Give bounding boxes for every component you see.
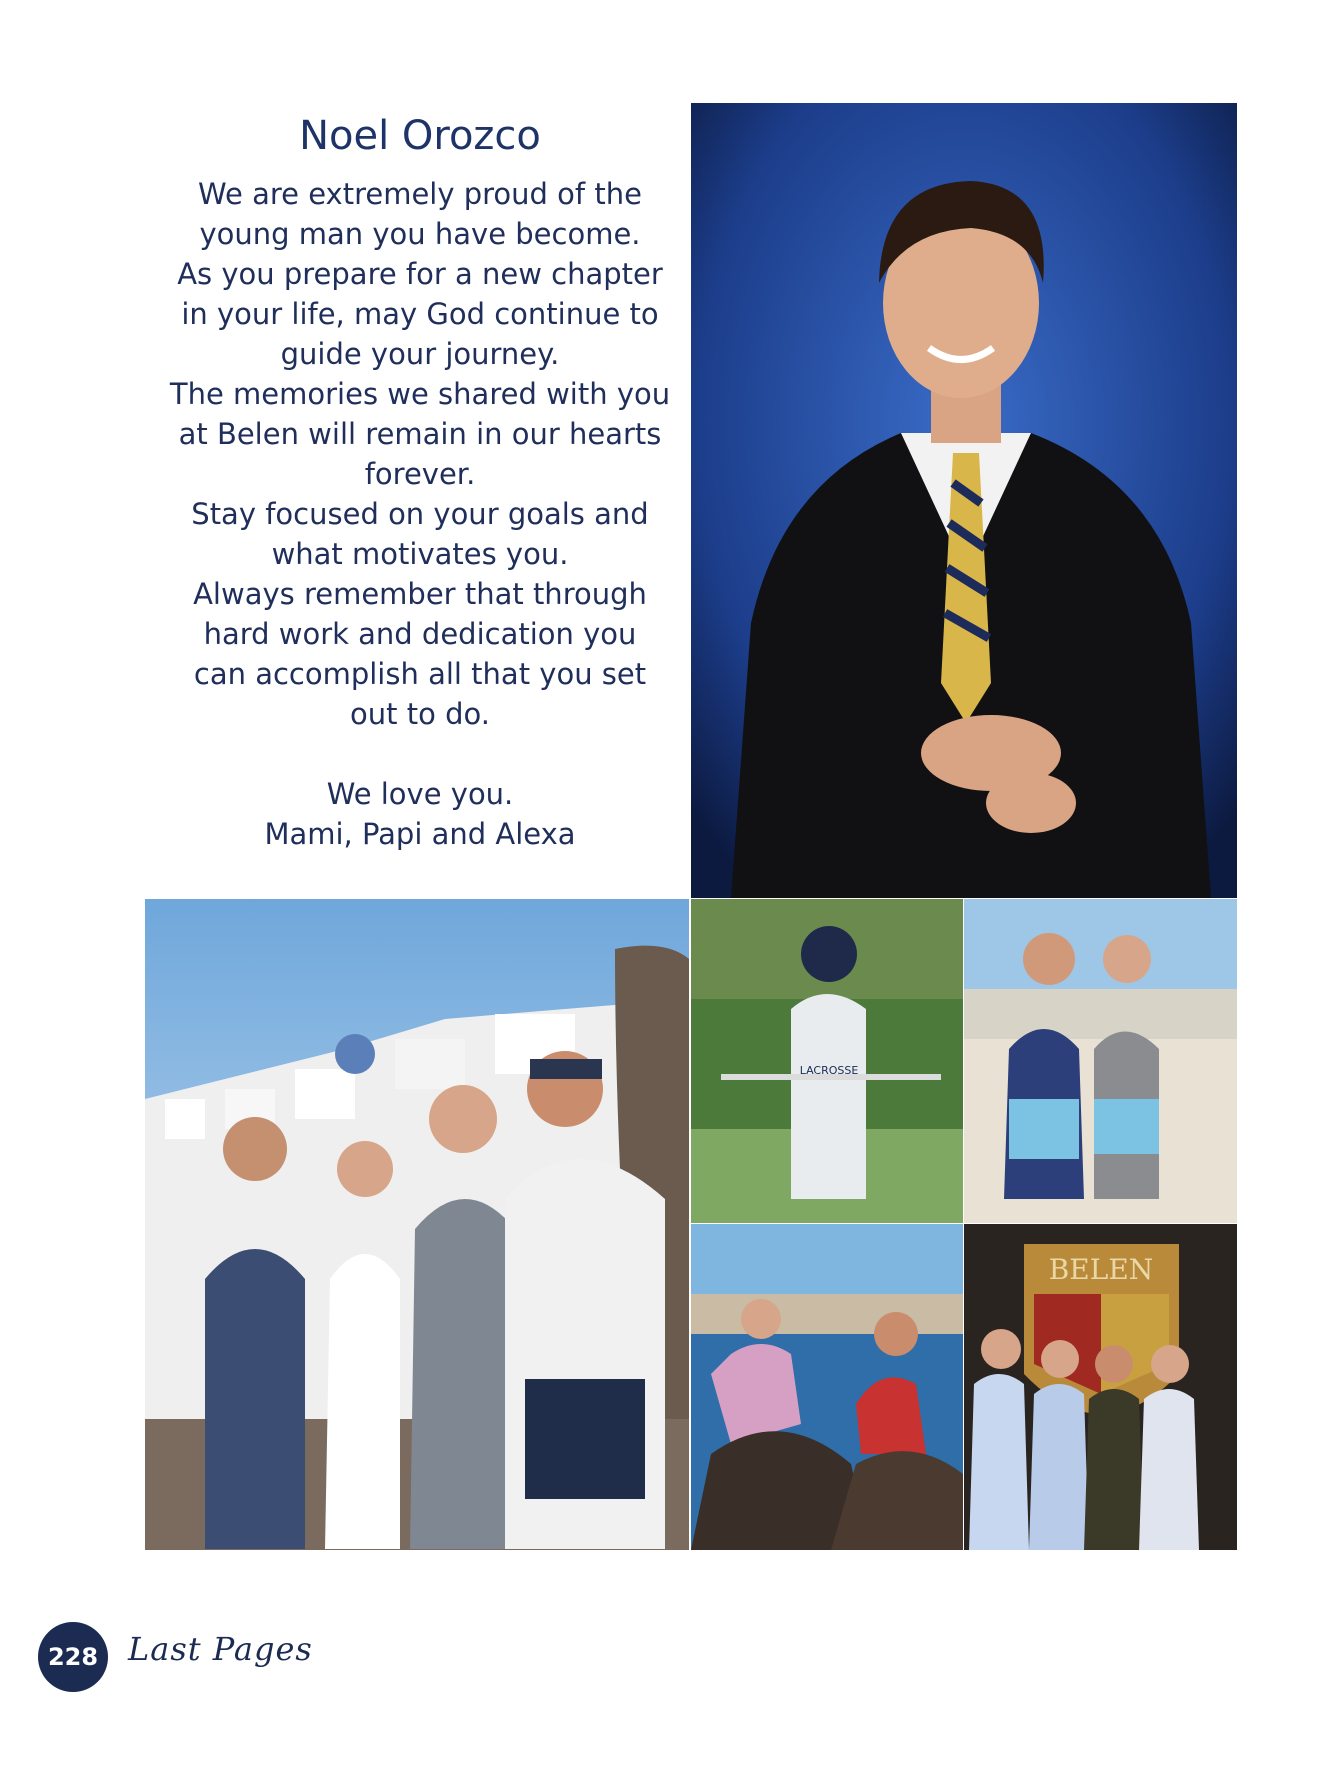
page-number-badge (38, 1622, 108, 1692)
message-line: forever. (364, 457, 476, 491)
belen-sign-text: BELEN (1048, 1253, 1154, 1286)
message-line: hard work and dedication you (203, 617, 637, 651)
lacrosse-photo (691, 899, 963, 1223)
message-line: As you prepare for a new chapter (177, 257, 663, 291)
message-line: young man you have become. (199, 217, 641, 251)
senior-portrait-photo (691, 103, 1237, 898)
message-line: Always remember that through (193, 577, 647, 611)
message-line: at Belen will remain in our hearts (178, 417, 662, 451)
tribute-name: Noel Orozco (299, 113, 541, 159)
section-label: Last Pages (128, 1630, 313, 1668)
message-line: Stay focused on your goals and (191, 497, 649, 531)
donkey-illustration (691, 1224, 963, 1550)
beach-photo (964, 899, 1237, 1223)
closing-line: We love you. (326, 777, 514, 811)
lacrosse-illustration (691, 899, 963, 1223)
page-number: 228 (47, 1643, 99, 1671)
belen-illustration (964, 1224, 1237, 1550)
family-illustration (145, 899, 689, 1550)
family-santorini-photo (145, 899, 689, 1550)
portrait-illustration (691, 103, 1237, 898)
message-line: can accomplish all that you set (193, 657, 647, 691)
tribute-message (140, 174, 700, 854)
message-line: what motivates you. (271, 537, 569, 571)
message-line: in your life, may God continue to (181, 297, 659, 331)
message-line: guide your journey. (280, 337, 560, 371)
message-line: The memories we shared with you (169, 377, 671, 411)
spacer (140, 734, 700, 774)
beach-illustration (964, 899, 1237, 1223)
message-line: We are extremely proud of the (198, 177, 642, 211)
message-line: out to do. (350, 697, 490, 731)
signature-line: Mami, Papi and Alexa (264, 817, 576, 851)
belen-group-photo (964, 1224, 1237, 1550)
donkey-ride-photo (691, 1224, 963, 1550)
jersey-text: LACROSSE (799, 1064, 859, 1077)
tribute-text (140, 100, 700, 854)
